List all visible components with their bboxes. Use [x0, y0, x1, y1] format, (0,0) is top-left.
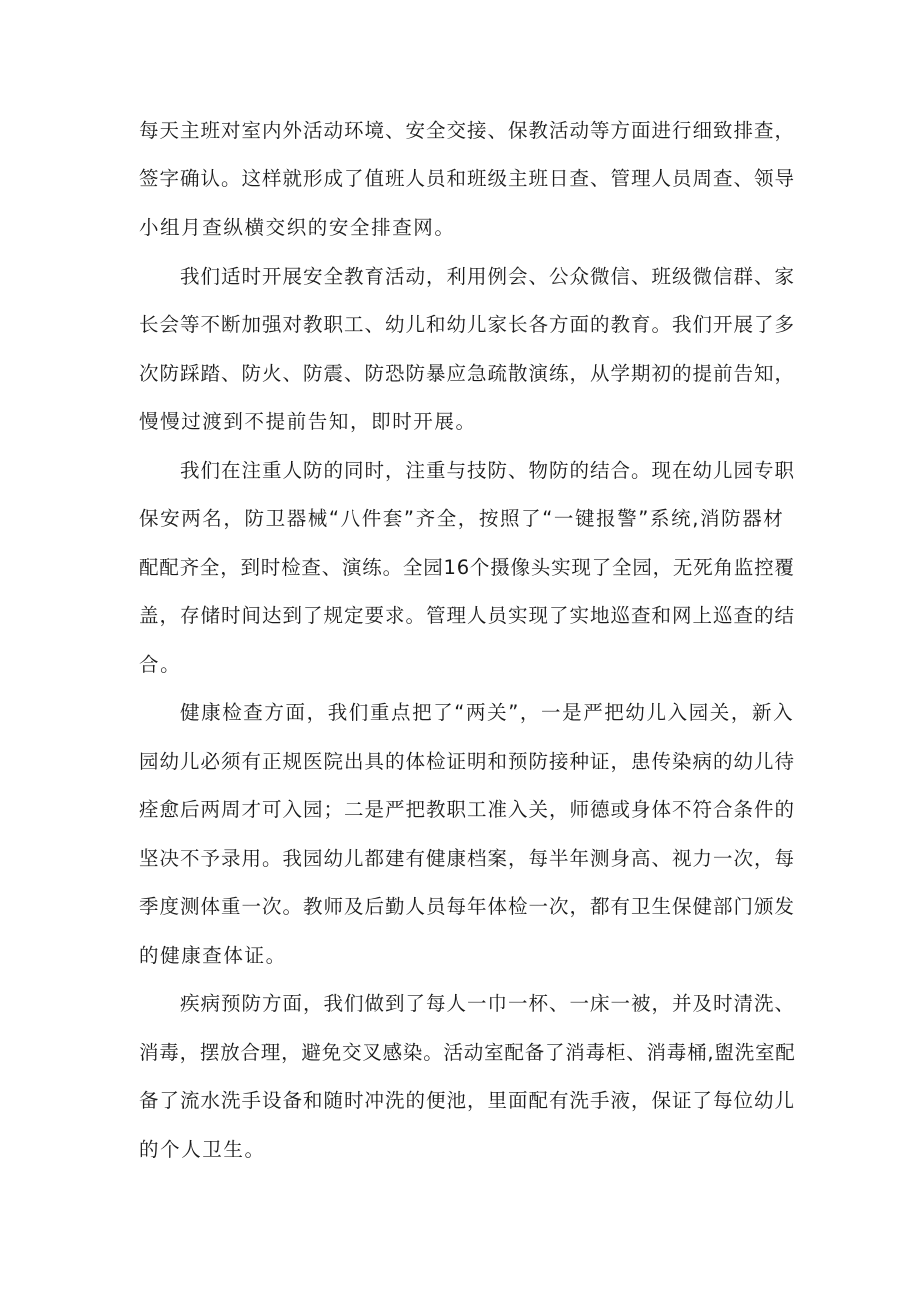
paragraph-4-line-1: 健康检查方面，我们重点把了“两关”，一是严把幼儿入园关，新入 [180, 701, 795, 724]
paragraph-3-line-5: 合。 [139, 653, 182, 676]
paragraph-3-line-1: 我们在注重人防的同时，注重与技防、物防的结合。现在幼儿园专职 [180, 459, 796, 482]
paragraph-4-line-5: 季度测体重一次。教师及后勤人员每年体检一次，都有卫生保健部门颁发 [139, 895, 796, 918]
paragraph-1-line-1: 每天主班对室内外活动环境、安全交接、保教活动等方面进行细致排查， [139, 119, 796, 142]
paragraph-2-line-1: 我们适时开展安全教育活动，利用例会、公众微信、班级微信群、家 [180, 265, 796, 288]
paragraph-4-line-4: 坚决不予录用。我园幼儿都建有健康档案，每半年测身高、视力一次，每 [139, 847, 796, 870]
paragraph-3-line-4: 盖，存储时间达到了规定要求。管理人员实现了实地巡查和网上巡查的结 [139, 604, 796, 627]
paragraph-4-line-2: 园幼儿必须有正规医院出具的体检证明和预防接种证，患传染病的幼儿待 [139, 750, 796, 773]
paragraph-4-line-3: 痊愈后两周才可入园；二是严把教职工准入关，师德或身体不符合条件的 [139, 798, 796, 821]
paragraph-2-line-3: 次防踩踏、防火、防震、防恐防暴应急疏散演练，从学期初的提前告知， [139, 362, 796, 385]
paragraph-1-line-2: 签字确认。这样就形成了值班人员和班级主班日查、管理人员周查、领导 [139, 167, 796, 190]
paragraph-4-line-6: 的健康查体证。 [139, 944, 287, 967]
paragraph-1-line-3: 小组月查纵横交织的安全排查网。 [139, 216, 456, 239]
paragraph-5-line-4: 的个人卫生。 [139, 1138, 266, 1161]
paragraph-2-line-2: 长会等不断加强对教职工、幼儿和幼儿家长各方面的教育。我们开展了多 [139, 313, 796, 336]
paragraph-2-line-4: 慢慢过渡到不提前告知，即时开展。 [139, 410, 477, 433]
paragraph-5-line-2: 消毒，摆放合理，避免交叉感染。活动室配备了消毒柜、消毒桶,盥洗室配 [139, 1041, 796, 1064]
paragraph-3-line-3: 配配齐全，到时检查、演练。全园16个摄像头实现了全园，无死角监控覆 [139, 556, 795, 579]
paragraph-5-line-3: 备了流水洗手设备和随时冲洗的便池，里面配有洗手液，保证了每位幼儿 [139, 1089, 796, 1112]
paragraph-3-line-2: 保安两名，防卫器械“八件套”齐全，按照了“一键报警”系统,消防器材 [139, 507, 785, 530]
paragraph-5-line-1: 疾病预防方面，我们做到了每人一巾一杯、一床一被，并及时清洗、 [180, 992, 796, 1015]
